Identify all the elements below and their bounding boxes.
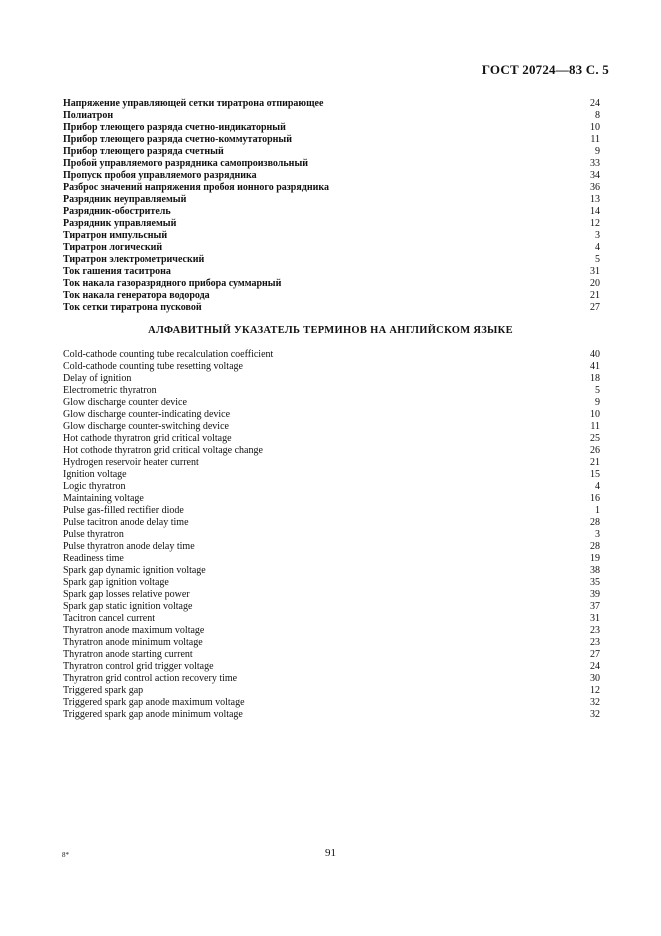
term-number: 5 (595, 254, 600, 265)
term-label: Hot cathode thyratron grid critical voltage (63, 433, 232, 444)
term-number: 31 (590, 613, 600, 624)
index-entry (63, 613, 600, 625)
term-label: Ignition voltage (63, 469, 127, 480)
term-number: 32 (590, 709, 600, 720)
index-entry (63, 709, 600, 721)
term-number: 30 (590, 673, 600, 684)
index-entry (63, 565, 600, 577)
term-number: 1 (595, 505, 600, 516)
term-label: Разброс значений напряжения пробоя ионного разрядника (63, 182, 329, 193)
term-number: 4 (595, 481, 600, 492)
term-number: 14 (590, 206, 600, 217)
index-entry (63, 230, 600, 242)
footer-signature-mark: 8* (62, 851, 69, 859)
index-entry (63, 553, 600, 565)
term-number: 11 (590, 421, 600, 432)
index-entry (63, 517, 600, 529)
term-number: 28 (590, 541, 600, 552)
term-label: Maintaining voltage (63, 493, 144, 504)
term-label: Пропуск пробоя управляемого разрядника (63, 170, 257, 181)
index-entry (63, 134, 600, 146)
index-entry (63, 397, 600, 409)
term-number: 24 (590, 98, 600, 109)
term-number: 12 (590, 685, 600, 696)
term-label: Electrometric thyratron (63, 385, 157, 396)
term-number: 4 (595, 242, 600, 253)
term-label: Cold-cathode counting tube recalculation coefficient (63, 349, 274, 360)
term-number: 10 (590, 122, 600, 133)
index-entry (63, 541, 600, 553)
english-term-index (63, 349, 600, 721)
term-number: 5 (595, 385, 600, 396)
term-label: Spark gap losses relative power (63, 589, 190, 600)
term-label: Тиратрон логический (63, 242, 163, 253)
term-label: Delay of ignition (63, 373, 132, 384)
term-number: 15 (590, 469, 600, 480)
index-entry (63, 673, 600, 685)
term-number: 41 (590, 361, 600, 372)
term-label: Прибор тлеющего разряда счетный (63, 146, 224, 157)
term-label: Thyratron anode maximum voltage (63, 625, 205, 636)
term-number: 23 (590, 637, 600, 648)
index-entry (63, 194, 600, 206)
term-number: 3 (595, 529, 600, 540)
term-number: 28 (590, 517, 600, 528)
term-label: Triggered spark gap anode maximum voltage (63, 697, 245, 708)
section-title: АЛФАВИТНЫЙ УКАЗАТЕЛЬ ТЕРМИНОВ НА АНГЛИЙСКОМ ЯЗЫКЕ (148, 325, 513, 336)
term-number: 9 (595, 397, 600, 408)
term-label: Spark gap static ignition voltage (63, 601, 193, 612)
term-number: 38 (590, 565, 600, 576)
index-entry (63, 661, 600, 673)
term-number: 35 (590, 577, 600, 588)
term-label: Tacitron cancel current (63, 613, 156, 624)
term-number: 37 (590, 601, 600, 612)
term-number: 25 (590, 433, 600, 444)
term-label: Ток сетки тиратрона пусковой (63, 302, 202, 313)
term-number: 36 (590, 182, 600, 193)
index-entry (63, 146, 600, 158)
index-entry (63, 493, 600, 505)
term-number: 20 (590, 278, 600, 289)
term-label: Тиратрон импульсный (63, 230, 168, 241)
index-entry (63, 649, 600, 661)
term-label: Pulse gas-filled rectifier diode (63, 505, 184, 516)
term-label: Triggered spark gap anode minimum voltage (63, 709, 243, 720)
term-number: 23 (590, 625, 600, 636)
index-entry (63, 361, 600, 373)
term-label: Hydrogen reservoir heater current (63, 457, 199, 468)
term-number: 16 (590, 493, 600, 504)
term-label: Pulse thyratron anode delay time (63, 541, 195, 552)
index-entry (63, 421, 600, 433)
term-label: Ток гашения таситрона (63, 266, 171, 277)
index-entry (63, 469, 600, 481)
term-number: 18 (590, 373, 600, 384)
index-entry (63, 158, 600, 170)
index-entry (63, 625, 600, 637)
index-entry (63, 481, 600, 493)
term-label: Triggered spark gap (63, 685, 144, 696)
term-number: 33 (590, 158, 600, 169)
index-entry (63, 589, 600, 601)
term-number: 9 (595, 146, 600, 157)
term-number: 32 (590, 697, 600, 708)
term-number: 27 (590, 649, 600, 660)
term-label: Пробой управляемого разрядника самопроизвольный (63, 158, 309, 169)
term-number: 3 (595, 230, 600, 241)
index-entry (63, 685, 600, 697)
term-label: Напряжение управляющей сетки тиратрона отпирающее (63, 98, 324, 109)
term-label: Ток накала генератора водорода (63, 290, 210, 301)
index-entry (63, 302, 600, 314)
term-number: 24 (590, 661, 600, 672)
index-entry (63, 505, 600, 517)
term-number: 21 (590, 290, 600, 301)
term-number: 13 (590, 194, 600, 205)
term-label: Thyratron control grid trigger voltage (63, 661, 214, 672)
index-entry (63, 373, 600, 385)
term-label: Прибор тлеющего разряда счетно-индикаторный (63, 122, 286, 133)
term-label: Glow discharge counter device (63, 397, 187, 408)
index-entry (63, 218, 600, 230)
term-label: Readiness time (63, 553, 124, 564)
index-entry (63, 182, 600, 194)
term-label: Logic thyratron (63, 481, 126, 492)
term-label: Тиратрон электрометрический (63, 254, 205, 265)
index-entry (63, 254, 600, 266)
term-label: Pulse tacitron anode delay time (63, 517, 189, 528)
term-label: Разрядник-обостритель (63, 206, 171, 217)
index-entry (63, 170, 600, 182)
page-header: ГОСТ 20724—83 С. 5 (481, 62, 609, 77)
term-label: Thyratron anode starting current (63, 649, 193, 660)
index-entry (63, 122, 600, 134)
index-entry (63, 445, 600, 457)
term-label: Полиатрон (63, 110, 114, 121)
term-number: 10 (590, 409, 600, 420)
term-label: Pulse thyratron (63, 529, 124, 540)
index-entry (63, 601, 600, 613)
index-entry (63, 242, 600, 254)
term-label: Разрядник управляемый (63, 218, 177, 229)
term-number: 8 (595, 110, 600, 121)
index-entry (63, 278, 600, 290)
term-number: 26 (590, 445, 600, 456)
term-label: Thyratron anode minimum voltage (63, 637, 203, 648)
index-entry (63, 110, 600, 122)
term-label: Spark gap dynamic ignition voltage (63, 565, 206, 576)
index-entry (63, 290, 600, 302)
term-label: Прибор тлеющего разряда счетно-коммутаторный (63, 134, 292, 145)
term-number: 12 (590, 218, 600, 229)
term-label: Разрядник неуправляемый (63, 194, 187, 205)
term-label: Thyratron grid control action recovery time (63, 673, 238, 684)
index-entry (63, 206, 600, 218)
term-label: Spark gap ignition voltage (63, 577, 169, 588)
index-entry (63, 637, 600, 649)
index-entry (63, 385, 600, 397)
term-number: 27 (590, 302, 600, 313)
index-entry (63, 433, 600, 445)
term-number: 39 (590, 589, 600, 600)
page-number: 91 (325, 847, 336, 859)
term-number: 31 (590, 266, 600, 277)
term-label: Hot cothode thyratron grid critical voltage change (63, 445, 263, 456)
index-entry (63, 409, 600, 421)
index-entry (63, 266, 600, 278)
index-entry (63, 529, 600, 541)
index-entry (63, 577, 600, 589)
term-label: Cold-cathode counting tube resetting voltage (63, 361, 243, 372)
index-entry (63, 349, 600, 361)
index-entry (63, 697, 600, 709)
term-number: 19 (590, 553, 600, 564)
index-entry (63, 457, 600, 469)
term-number: 11 (590, 134, 600, 145)
term-label: Glow discharge counter-indicating device (63, 409, 231, 420)
term-label: Glow discharge counter-switching device (63, 421, 229, 432)
term-number: 40 (590, 349, 600, 360)
term-label: Ток накала газоразрядного прибора суммарный (63, 278, 282, 289)
term-number: 34 (590, 170, 600, 181)
russian-term-index (63, 98, 600, 314)
term-number: 21 (590, 457, 600, 468)
index-entry (63, 98, 600, 110)
